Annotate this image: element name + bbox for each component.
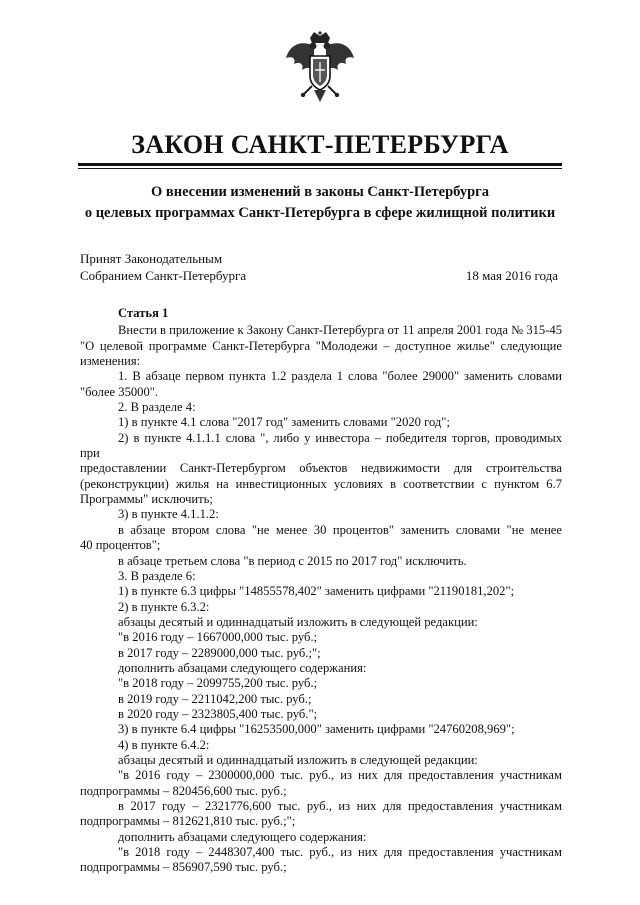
text-line: 4) в пункте 6.4.2: [118,737,210,752]
article-body [80,306,562,876]
text-line: "О целевой программе Санкт-Петербурга "Молодежи – доступное жилье" следующие [80,338,562,353]
text-line: абзацы десятый и одиннадцатый изложить в следующей редакции: [118,752,478,767]
text-line: подпрограммы – 820456,600 тыс. руб.; [80,783,287,798]
adoption-line-1: Принят Законодательным [80,251,223,266]
text-line: 2) в пункте 6.3.2: [118,599,210,614]
article-heading: Статья 1 [118,306,169,320]
text-line: 1) в пункте 6.3 цифры "14855578,402" заменить цифрами "21190181,202"; [118,584,515,599]
text-line: в 2019 году – 2211042,200 тыс. руб.; [118,691,312,706]
text-line: 3. В разделе 6: [118,568,196,583]
text-line: в абзаце втором слова "не менее 30 процентов" заменить словами "не менее [118,522,562,537]
text-line: "более 35000". [80,384,159,399]
text-line: изменения: [80,354,141,369]
text-line: 2) в пункте 4.1.1.1 слова ", либо у инвестора – победителя торгов, проводимых при [80,430,562,461]
text-line: 40 процентов"; [80,538,161,553]
text-line: "в 2018 году – 2448307,400 тыс. руб., из них для предоставления участникам [118,845,562,860]
text-line: в 2020 году – 2323805,400 тыс. руб."; [118,706,318,721]
text-line: абзацы десятый и одиннадцатый изложить в следующей редакции: [118,614,478,629]
text-line: 2. В разделе 4: [118,400,196,415]
coat-of-arms-emblem [284,30,356,110]
text-line: в 2017 году – 2321776,600 тыс. руб., из них для предоставления участникам [118,799,562,813]
text-line: Программы" исключить; [80,492,213,507]
law-title: ЗАКОН САНКТ-ПЕТЕРБУРГА [131,130,509,159]
subtitle-line-2: о целевых программах Санкт-Петербурга в сфере жилищной политики [84,205,556,221]
text-line: в абзаце третьем слова "в период с 2015 по 2017 год" исключить. [118,553,467,568]
text-line: подпрограммы – 856907,590 тыс. руб.; [80,860,287,875]
law-subtitle [60,182,580,224]
title-rule-thin [78,168,562,169]
text-line: "в 2018 году – 2099755,200 тыс. руб.; [118,676,318,691]
adoption-date: 18 мая 2016 года [465,268,558,283]
text-line: предоставлении Санкт-Петербургом объектов недвижимости для строительства [80,461,562,476]
text-line: "в 2016 году – 2300000,000 тыс. руб., из них для предоставления участникам [118,768,562,783]
subtitle-line-1: О внесении изменений в законы Санкт-Петербурга [150,184,490,200]
text-line: дополнить абзацами следующего содержания: [118,829,367,844]
text-line: 3) в пункте 6.4 цифры "16253500,000" заменить цифрами "24760208,969"; [118,722,515,737]
text-line: подпрограммы – 812621,810 тыс. руб.;"; [80,814,296,829]
text-line: Внести в приложение к Закону Санкт-Петербурга от 11 апреля 2001 года № 315-45 [118,323,562,338]
text-line: "в 2016 году – 1667000,000 тыс. руб.; [118,630,318,645]
adoption-note [80,250,246,284]
title-rule-thick [78,163,562,166]
text-line: дополнить абзацами следующего содержания: [118,660,367,675]
text-line: (реконструкции) жилья на инвестиционных условиях в соответствии с пунктом 6.7 [80,476,562,491]
text-line: 1. В абзаце первом пункта 1.2 раздела 1 слова "более 29000" заменить словами [118,369,562,384]
text-line: 3) в пункте 4.1.1.2: [118,507,219,522]
adoption-line-2: Собранием Санкт-Петербурга [80,268,247,283]
text-line: 1) в пункте 4.1 слова "2017 год" заменить словами "2020 год"; [118,415,450,430]
text-line: в 2017 году – 2289000,000 тыс. руб.;"; [118,645,321,660]
